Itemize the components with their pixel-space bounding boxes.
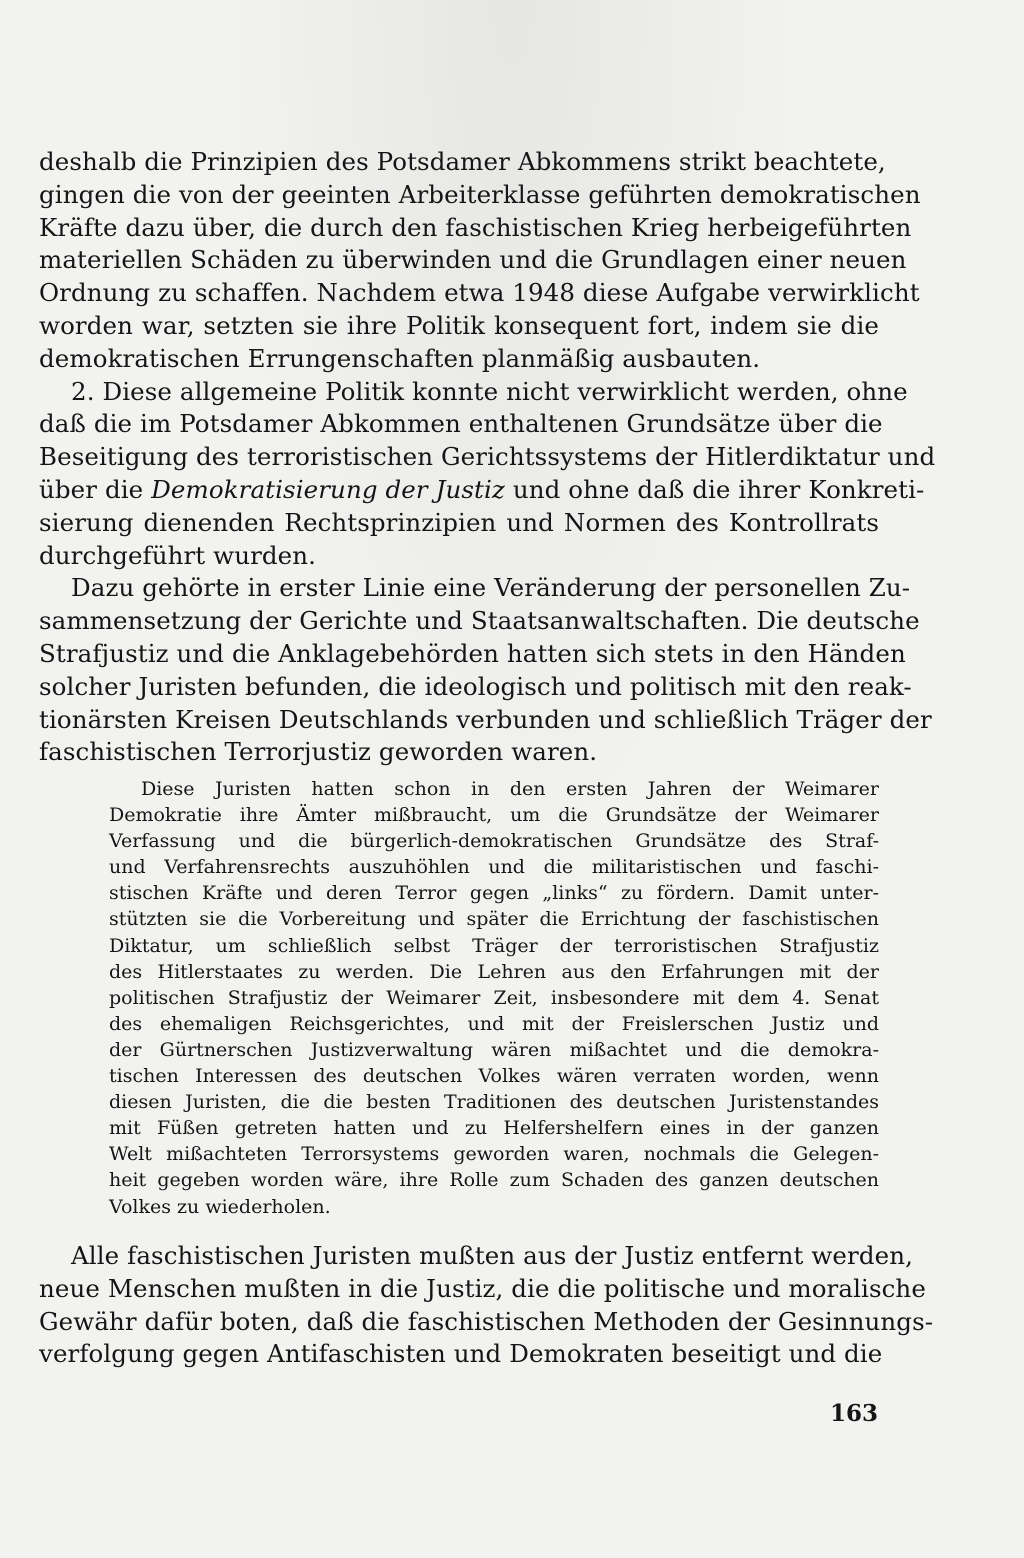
quote-line: Demokratie ihre Ämter mißbraucht, um die Grundsätze der Weimarer [109,804,879,827]
quote-line: Diktatur, um schließlich selbst Träger der terroristischen Strafjustiz [109,934,879,957]
text-line: verfolgung gegen Antifaschisten und Demokraten beseitigt und die [39,1339,883,1369]
quote-line: mit Füßen getreten hatten und zu Helfershelfern eines in der ganzen [109,1117,879,1140]
text-line: sammensetzung der Gerichte und Staatsanwaltschaften. Die deutsche [39,606,920,636]
text-line: daß die im Potsdamer Abkommen enthaltenen Grundsätze über die [39,409,883,439]
page-number: 163 [829,1400,878,1427]
text-fragment: und ohne daß die ihrer Konkreti- [504,474,925,504]
text-line: Kräfte dazu über, die durch den faschistischen Krieg herbeigeführten [39,212,912,242]
text-line: Gewähr dafür boten, daß die faschistischen Methoden der Gesinnungs- [39,1306,934,1336]
quote-line: des Hitlerstaates zu werden. Die Lehren aus den Erfahrungen mit der [109,960,879,983]
quote-line: diesen Juristen, die die besten Traditionen des deutschen Juristenstandes [109,1091,879,1114]
paragraph-2 [39,376,936,573]
text-line: Beseitigung des terroristischen Gerichtssystems der Hitlerdiktatur und [39,442,936,472]
quote-line: stischen Kräfte und deren Terror gegen „links“ zu fördern. Damit unter- [109,882,879,905]
text-line: deshalb die Prinzipien des Potsdamer Abkommens strikt beachtete, [39,147,886,176]
quote-line: Verfassung und die bürgerlich-demokratischen Grundsätze des Straf- [109,830,879,853]
paragraph-1 [39,146,921,376]
text-line: durchgeführt wurden. [39,540,317,570]
text-line: worden war, setzten sie ihre Politik konsequent fort, indem sie die [39,310,879,340]
quote-line: politischen Strafjustiz der Weimarer Zeit, insbesondere mit dem 4. Senat [109,986,879,1009]
text-line: neue Menschen mußten in die Justiz, die die politische und moralische [39,1273,926,1303]
text-line: tionärsten Kreisen Deutschlands verbunden und schließlich Träger der [39,704,932,734]
quote-line: Welt mißachteten Terrorsystems geworden waren, nochmals die Gelegen- [109,1143,879,1166]
text-line-with-emphasis [39,474,925,507]
quote-line: Volkes zu wiederholen. [109,1195,331,1218]
closing-paragraph [39,1240,934,1371]
block-quote [109,776,879,1220]
paragraph-3 [39,572,932,769]
text-line: gingen die von der geeinten Arbeiterklasse geführten demokratischen [39,179,921,209]
quote-line: stützten sie die Vorbereitung und später die Errichtung der faschistischen [109,908,879,931]
quote-line: tischen Interessen des deutschen Volkes wären verraten worden, wenn [109,1065,879,1088]
text-line: Ordnung zu schaffen. Nachdem etwa 1948 diese Aufgabe verwirklicht [39,278,920,308]
main-text [39,146,936,769]
quote-line: des ehemaligen Reichsgerichtes, und mit der Freislerschen Justiz und [109,1012,879,1035]
quote-line: der Gürtnerschen Justizverwaltung wären mißachtet und die demokra- [109,1038,879,1061]
text-fragment: über die [39,474,152,504]
text-line: 2. Diese allgemeine Politik konnte nicht verwirklicht werden, ohne [71,376,908,406]
text-line: faschistischen Terrorjustiz geworden waren. [39,737,598,767]
quote-line: und Verfahrensrechts auszuhöhlen und die militaristischen und faschi- [109,856,879,879]
quote-line: Diese Juristen hatten schon in den ersten Jahren der Weimarer [141,778,879,800]
text-line: Dazu gehörte in erster Linie eine Veränderung der personellen Zu- [71,573,911,603]
quote-line: heit gegeben worden wäre, ihre Rolle zum Schaden des ganzen deutschen [109,1169,879,1192]
text-line: solcher Juristen befunden, die ideologisch und politisch mit den reak- [39,671,912,701]
text-line: demokratischen Errungenschaften planmäßig ausbauten. [39,343,761,373]
text-line: Strafjustiz und die Anklagebehörden hatten sich stets in den Händen [39,638,906,668]
emphasized-term: Demokratisierung der Justiz [151,474,505,504]
text-line: materiellen Schäden zu überwinden und die Grundlagen einer neuen [39,245,907,275]
text-line: sierung dienenden Rechtsprinzipien und Normen des Kontrollrats [39,507,879,537]
text-line: Alle faschistischen Juristen mußten aus der Justiz entfernt werden, [71,1241,913,1270]
